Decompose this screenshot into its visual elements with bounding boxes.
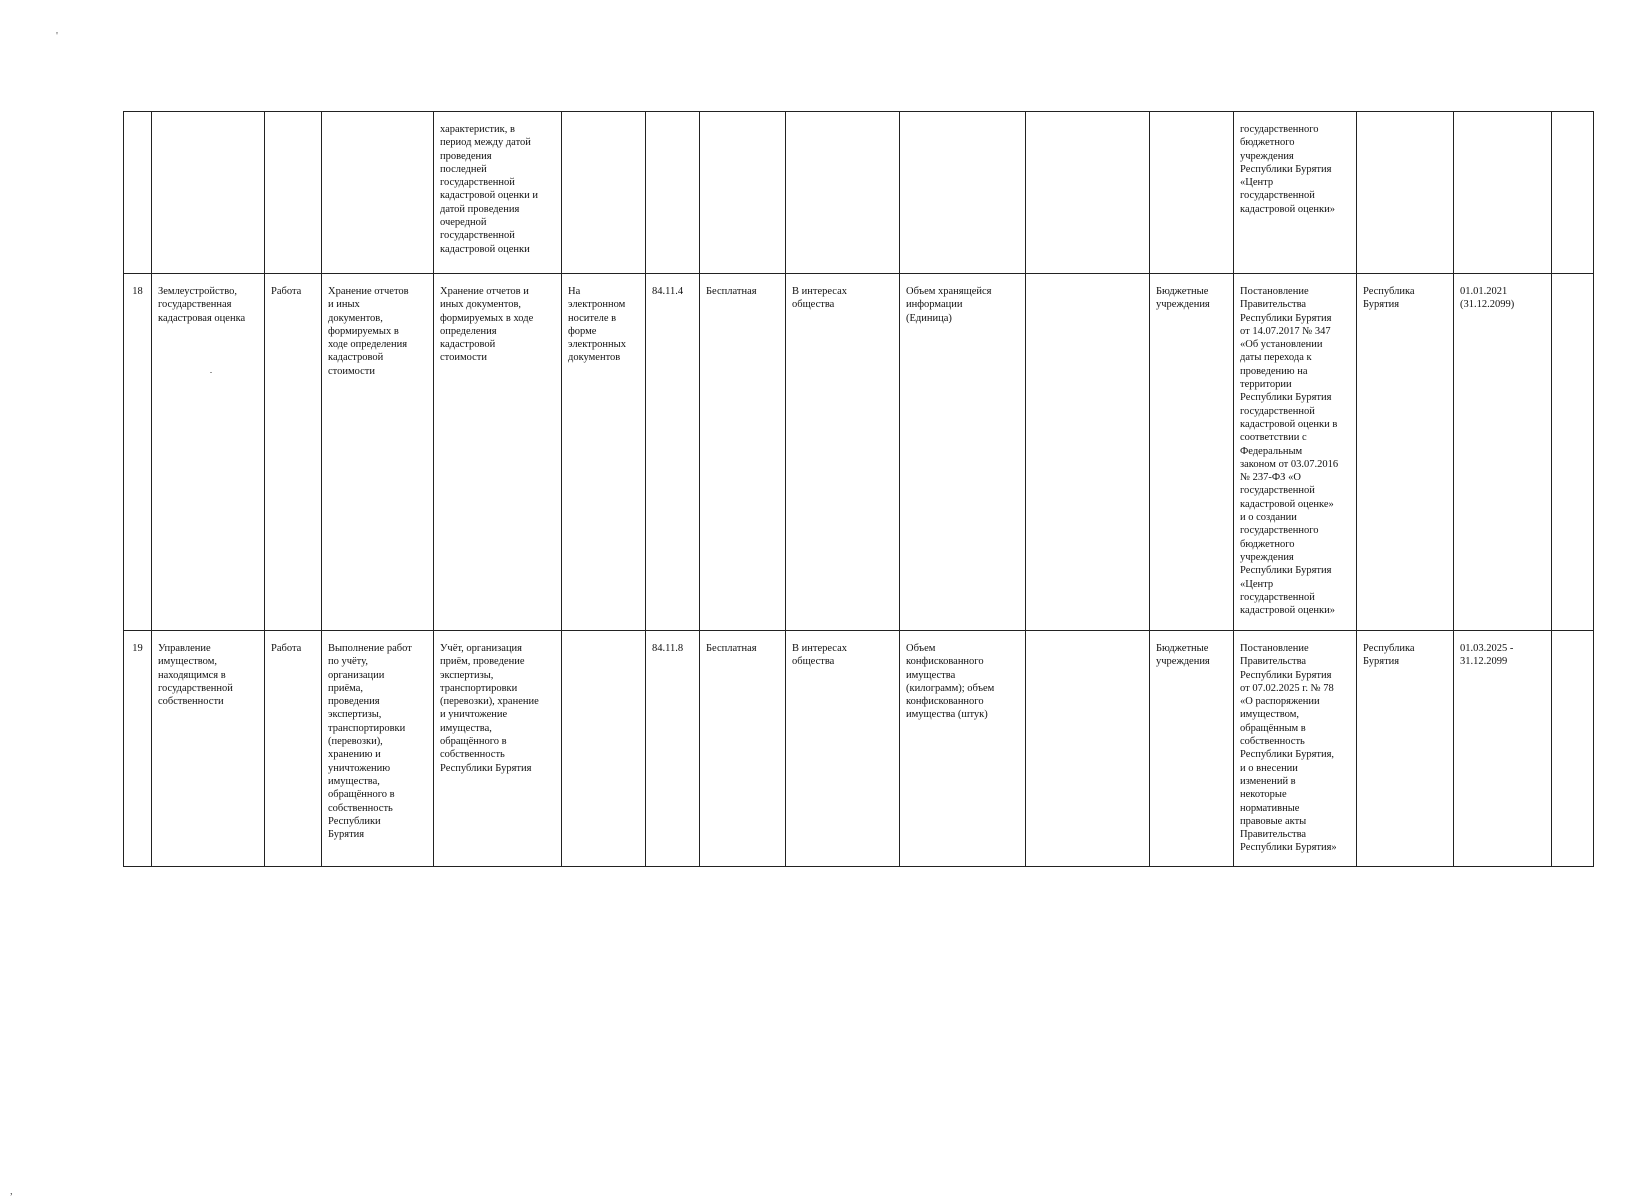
cell-consumers [786,112,900,274]
cell-number [124,112,152,274]
cell-form [562,631,646,867]
cell-consumers: В интересах общества [786,274,900,631]
cell-region: Республика Бурятия [1357,274,1454,631]
cell-extra [1026,631,1150,867]
cell-extra [1026,112,1150,274]
cell-indicators: Объем конфискованного имущества (килограмм); объем конфискованного имущества (штук) [900,631,1026,867]
cell-payment: Бесплатная [700,274,786,631]
cell-form: На электронном носителе в форме электронных документов [562,274,646,631]
cell-institutions: Бюджетные учреждения [1150,274,1234,631]
cell-region [1357,112,1454,274]
cell-indicators: Объем хранящейся информации (Единица) [900,274,1026,631]
cell-period [1454,112,1552,274]
cell-blank [1552,112,1594,274]
cell-content [322,112,434,274]
cell-region: Республика Бурятия [1357,631,1454,867]
table-row [124,631,1594,867]
cell-type: Работа [265,274,322,631]
cell-period: 01.01.2021 (31.12.2099) [1454,274,1552,631]
cell-indicators [900,112,1026,274]
cell-extra [1026,274,1150,631]
cell-legal-act: Постановление Правительства Республики Бурятия от 14.07.2017 № 347 «Об установлении даты перехода к проведению на территории Республики Бурятия государственной кадастровой оценки в соответствии с Федеральным законом от 03.07.2016 № 237-ФЗ «О государственной кадастровой оценке» и о создании государственного бюджетного учреждения Республики Бурятия «Центр государственной кадастровой оценки» [1234,274,1357,631]
cell-institutions: Бюджетные учреждения [1150,631,1234,867]
cell-payment: Бесплатная [700,631,786,867]
cell-content: Хранение отчетов и иных документов, формируемых в ходе определения кадастровой стоимости [322,274,434,631]
cell-consumers: В интересах общества [786,631,900,867]
cell-period: 01.03.2025 - 31.12.2099 [1454,631,1552,867]
cell-okved: 84.11.8 [646,631,700,867]
cell-okved [646,112,700,274]
cell-legal-act: государственного бюджетного учреждения Республики Бурятия «Центр государственной кадастровой оценки» [1234,112,1357,274]
cell-number: 18 [124,274,152,631]
table-row [124,112,1594,274]
cell-conditions: характеристик, в период между датой проведения последней государственной кадастровой оценки и датой проведения очередной государственной кадастровой оценки [434,112,562,274]
cell-blank [1552,274,1594,631]
cell-conditions: Учёт, организация приём, проведение экспертизы, транспортировки (перевозки), хранение и уничтожение имущества, обращённого в собственность Республики Бурятия [434,631,562,867]
cell-conditions: Хранение отчетов и иных документов, формируемых в ходе определения кадастровой стоимости [434,274,562,631]
cell-activity-name: Управление имуществом, находящимся в государственной собственности [152,631,265,867]
scan-speck [210,372,212,373]
cell-activity-name [152,112,265,274]
cell-institutions [1150,112,1234,274]
cell-type [265,112,322,274]
cell-content: Выполнение работ по учёту, организации приёма, проведения экспертизы, транспортировки (перевозки), хранению и уничтожению имущества, обращённого в собственность Республики Бурятия [322,631,434,867]
cell-form [562,112,646,274]
cell-number: 19 [124,631,152,867]
registry-table [123,111,1594,867]
scan-mark-top: ' [56,30,58,42]
cell-payment [700,112,786,274]
table-row [124,274,1594,631]
cell-type: Работа [265,631,322,867]
scan-mark-bottom: , [10,1185,13,1197]
cell-activity-name: Землеустройство, государственная кадастровая оценка [152,274,265,631]
cell-blank [1552,631,1594,867]
cell-legal-act: Постановление Правительства Республики Бурятия от 07.02.2025 г. № 78 «О распоряжении имуществом, обращённым в собственность Республики Бурятия, и о внесении изменений в некоторые нормативные правовые акты Правительства Республики Бурятия» [1234,631,1357,867]
cell-okved: 84.11.4 [646,274,700,631]
